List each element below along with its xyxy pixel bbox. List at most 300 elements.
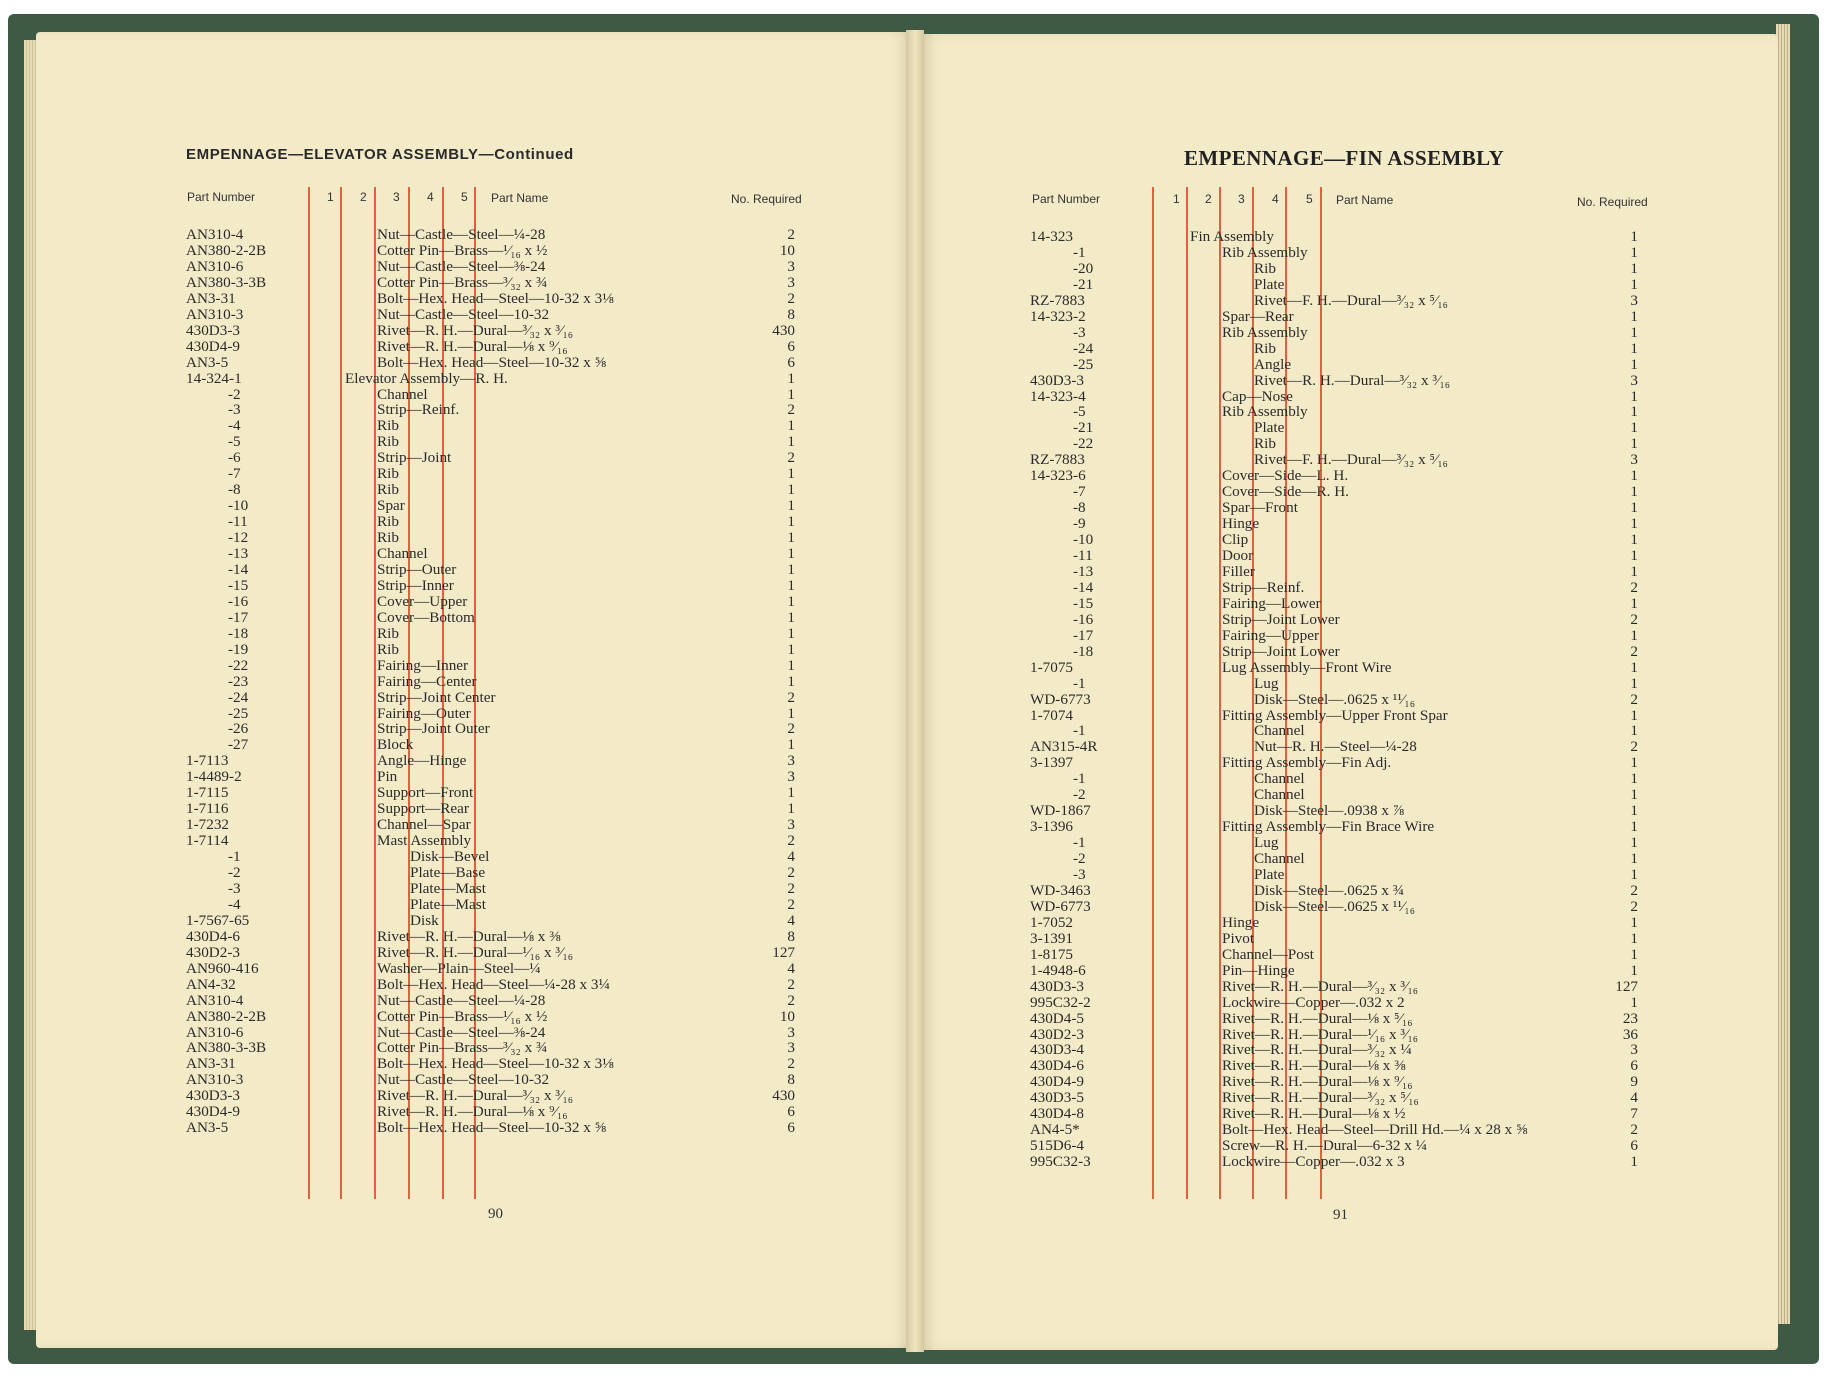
part-name: Cotter Pin—Brass—¹⁄₁₆ x ½ (377, 241, 548, 259)
left-col-part-number: Part Number (187, 190, 256, 204)
part-number: AN3-31 (186, 1055, 236, 1073)
part-name: Plate (1254, 419, 1285, 437)
quantity-required: 1 (1630, 515, 1638, 533)
quantity-required: 1 (1630, 786, 1638, 804)
right-rule-2 (1186, 187, 1188, 1199)
part-number: -17 (1073, 626, 1094, 644)
quantity-required: 127 (1615, 977, 1638, 995)
part-name: Bolt—Hex. Head—Steel—Drill Hd.—¼ x 28 x ⅝ (1222, 1121, 1528, 1139)
quantity-required: 1 (787, 704, 795, 722)
part-number: WD-3463 (1030, 881, 1091, 899)
quantity-required: 3 (787, 257, 795, 275)
quantity-required: 2 (1630, 1121, 1638, 1139)
part-number: -6 (228, 449, 241, 467)
quantity-required: 430 (772, 321, 795, 339)
quantity-required: 3 (787, 273, 795, 291)
part-number: 3-1391 (1030, 929, 1074, 947)
right-col-required: No. Required (1577, 195, 1648, 209)
part-name: Plate (1254, 866, 1285, 883)
part-name: Rib (377, 481, 399, 499)
part-number: 430D4-8 (1030, 1105, 1084, 1123)
left-col-level-4: 4 (427, 190, 434, 204)
quantity-required: 1 (1630, 355, 1638, 373)
part-name: Rivet—R. H.—Dural—⅛ x ⁹⁄₁₆ (1222, 1073, 1413, 1091)
part-name: Rib (1254, 259, 1276, 277)
quantity-required: 1 (787, 608, 795, 626)
part-name: Bolt—Hex. Head—Steel—10-32 x ⅝ (377, 353, 607, 371)
quantity-required: 1 (1630, 307, 1638, 325)
left-rule-1 (308, 187, 310, 1199)
right-col-part-number: Part Number (1032, 192, 1101, 206)
part-name: Rivet—R. H.—Dural—³⁄₃₂ x ³⁄₁₆ (377, 1087, 574, 1105)
part-name: Filler (1222, 562, 1255, 580)
part-name: Hinge (1222, 913, 1260, 931)
part-number: AN4-32 (186, 975, 236, 993)
right-col-level-3: 3 (1238, 192, 1245, 206)
part-number: AN310-4 (186, 226, 244, 243)
part-name: Channel (377, 385, 428, 403)
part-name: Rib (377, 624, 399, 642)
right-rule-1 (1152, 187, 1154, 1199)
part-name: Plate (1254, 275, 1285, 293)
quantity-required: 2 (787, 991, 795, 1009)
quantity-required: 1 (1630, 834, 1638, 852)
part-number: -24 (1073, 339, 1094, 357)
part-name: Plate—Mast (410, 895, 486, 913)
quantity-required: 1 (1630, 1153, 1638, 1171)
right-col-level-4: 4 (1272, 192, 1279, 206)
part-name: Rib (377, 433, 399, 451)
part-name: Rivet—R. H.—Dural—³⁄₃₂ x ¼ (1222, 1041, 1412, 1059)
left-col-level-3: 3 (393, 190, 400, 204)
part-number: -19 (228, 640, 249, 658)
part-name: Lockwire—Copper—.032 x 3 (1222, 1153, 1405, 1171)
quantity-required: 2 (1630, 738, 1638, 756)
right-page-title: EMPENNAGE—FIN ASSEMBLY (1184, 146, 1505, 170)
quantity-required: 7 (1630, 1105, 1638, 1123)
part-name: Door (1222, 547, 1254, 564)
part-name: Rib (377, 417, 399, 435)
quantity-required: 4 (787, 848, 795, 866)
part-number: AN315-4R (1030, 738, 1098, 756)
part-name: Rivet—F. H.—Dural—³⁄₃₂ x ⁵⁄₁₆ (1254, 291, 1448, 309)
part-number: 1-4948-6 (1030, 961, 1086, 979)
book-gutter (906, 30, 924, 1352)
part-name: Block (377, 736, 414, 754)
quantity-required: 2 (787, 895, 795, 913)
quantity-required: 1 (787, 592, 795, 610)
part-number: 1-7074 (1030, 706, 1074, 724)
quantity-required: 2 (787, 864, 795, 881)
part-number: AN310-6 (186, 1023, 244, 1041)
right-rule-3 (1219, 187, 1221, 1199)
part-number: -4 (228, 417, 241, 435)
part-name: Clip (1222, 531, 1249, 549)
part-name: Fin Assembly (1190, 228, 1274, 245)
part-number: 1-7115 (186, 784, 229, 802)
part-number: -16 (228, 592, 249, 610)
quantity-required: 1 (787, 417, 795, 435)
part-name: Spar—Front (1222, 499, 1298, 517)
part-name: Cover—Upper (377, 592, 468, 610)
quantity-required: 1 (787, 529, 795, 547)
quantity-required: 4 (1630, 1089, 1638, 1107)
quantity-required: 1 (1630, 547, 1638, 564)
part-number: AN380-3-3B (186, 1039, 267, 1057)
part-number: 430D2-3 (186, 943, 240, 961)
part-number: -22 (1073, 435, 1094, 453)
part-number: -25 (1073, 355, 1094, 373)
part-number: -7 (1073, 483, 1086, 501)
part-name: Channel (1254, 786, 1305, 804)
quantity-required: 1 (787, 672, 795, 690)
part-number: -3 (228, 401, 241, 419)
part-number: -14 (1073, 578, 1094, 596)
page-edges-right (1776, 24, 1790, 1324)
part-number: 430D4-6 (1030, 1057, 1084, 1075)
quantity-required: 6 (1630, 1057, 1638, 1075)
part-number: 995C32-3 (1030, 1153, 1091, 1171)
part-name: Rivet—R. H.—Dural—¹⁄₁₆ x ³⁄₁₆ (1222, 1025, 1419, 1043)
quantity-required: 1 (1630, 323, 1638, 341)
quantity-required: 8 (787, 305, 795, 323)
part-number: 430D3-5 (1030, 1089, 1084, 1107)
part-number: -18 (228, 624, 249, 642)
part-number: -1 (1073, 770, 1086, 788)
part-name: Lug (1254, 834, 1279, 852)
left-page-number: 90 (488, 1206, 503, 1222)
part-name: Rivet—R. H.—Dural—⅛ x ⁵⁄₁₆ (1222, 1009, 1413, 1027)
part-number: -2 (1073, 850, 1086, 868)
part-name: Disk—Steel—.0625 x ¾ (1254, 881, 1405, 899)
part-name: Screw—R. H.—Dural—6-32 x ¼ (1222, 1137, 1428, 1155)
quantity-required: 1 (787, 481, 795, 499)
quantity-required: 1 (787, 385, 795, 403)
part-number: AN3-5 (186, 1119, 229, 1137)
quantity-required: 1 (787, 800, 795, 818)
part-number: AN380-3-3B (186, 273, 267, 291)
part-number: -1 (1073, 674, 1086, 692)
part-name: Cover—Bottom (377, 608, 475, 626)
quantity-required: 1 (1630, 339, 1638, 357)
part-number: -14 (228, 560, 249, 578)
quantity-required: 1 (787, 576, 795, 594)
part-name: Washer—Plain—Steel—¼ (377, 959, 541, 977)
part-number: 430D4-9 (186, 337, 240, 355)
quantity-required: 1 (1630, 594, 1638, 612)
part-name: Strip—Joint Outer (377, 720, 490, 738)
left-rule-3 (374, 187, 376, 1199)
part-name: Rivet—R. H.—Dural—³⁄₃₂ x ³⁄₁₆ (1222, 977, 1419, 995)
quantity-required: 1 (1630, 275, 1638, 293)
quantity-required: 1 (1630, 259, 1638, 277)
quantity-required: 10 (779, 1007, 795, 1025)
quantity-required: 23 (1622, 1009, 1638, 1027)
quantity-required: 1 (1630, 419, 1638, 437)
part-name: Strip—Reinf. (377, 401, 460, 419)
right-col-part-name: Part Name (1336, 193, 1394, 207)
quantity-required: 8 (787, 927, 795, 945)
quantity-required: 1 (1630, 818, 1638, 836)
part-name: Rib Assembly (1222, 323, 1308, 341)
part-number: -1 (1073, 722, 1086, 740)
part-name: Nut—Castle—Steel—10-32 (377, 305, 550, 323)
part-number: RZ-7883 (1030, 291, 1085, 309)
quantity-required: 2 (787, 688, 795, 706)
quantity-required: 10 (779, 241, 795, 259)
part-number: 430D4-9 (1030, 1073, 1084, 1091)
part-number: -16 (1073, 610, 1094, 628)
part-number: 1-7075 (1030, 658, 1074, 676)
part-name: Disk—Steel—.0938 x ⅞ (1254, 802, 1405, 820)
part-number: -5 (1073, 403, 1086, 421)
quantity-required: 3 (1630, 451, 1638, 469)
part-number: 430D2-3 (1030, 1025, 1084, 1043)
quantity-required: 1 (1630, 531, 1638, 549)
part-number: -7 (228, 465, 241, 483)
quantity-required: 1 (1630, 993, 1638, 1011)
left-rule-2 (340, 187, 342, 1199)
table-row (0, 1153, 1638, 1171)
part-name: Cover—Side—L. H. (1222, 467, 1349, 485)
quantity-required: 8 (787, 1071, 795, 1089)
part-name: Bolt—Hex. Head—Steel—10-32 x ⅝ (377, 1119, 607, 1137)
part-name: Rivet—R. H.—Dural—⅛ x ⅜ (1222, 1057, 1406, 1075)
part-number: -3 (1073, 866, 1086, 883)
part-name: Lug Assembly—Front Wire (1222, 658, 1392, 676)
part-number: -8 (228, 481, 241, 499)
part-name: Nut—R. H.—Steel—¼-28 (1254, 738, 1417, 756)
part-name: Rivet—R. H.—Dural—⅛ x ½ (1222, 1105, 1406, 1123)
part-number: -1 (228, 848, 241, 866)
part-name: Lockwire—Copper—.032 x 2 (1222, 993, 1405, 1011)
part-number: -25 (228, 704, 249, 722)
quantity-required: 6 (787, 353, 795, 371)
quantity-required: 1 (787, 656, 795, 674)
part-name: Rib (377, 529, 399, 547)
quantity-required: 430 (772, 1087, 795, 1105)
part-number: WD-6773 (1030, 690, 1091, 708)
part-name: Rivet—R. H.—Dural—⅛ x ⅜ (377, 927, 561, 945)
part-number: -13 (228, 545, 249, 562)
part-name: Angle—Hinge (377, 752, 467, 770)
part-number: 1-7567-65 (186, 911, 250, 929)
part-number: -10 (1073, 531, 1094, 549)
part-name: Rib (377, 640, 399, 658)
part-number: 3-1397 (1030, 754, 1074, 772)
part-name: Bolt—Hex. Head—Steel—10-32 x 3⅛ (377, 289, 614, 307)
quantity-required: 4 (787, 959, 795, 977)
quantity-required: 1 (787, 624, 795, 642)
quantity-required: 1 (787, 640, 795, 658)
quantity-required: 1 (1630, 403, 1638, 421)
quantity-required: 1 (1630, 499, 1638, 517)
part-name: Rib Assembly (1222, 403, 1308, 421)
part-name: Mast Assembly (377, 832, 472, 850)
left-col-level-1: 1 (327, 190, 334, 204)
part-name: Elevator Assembly—R. H. (345, 369, 508, 387)
part-name: Angle (1254, 355, 1292, 373)
part-number: 1-7116 (186, 800, 229, 818)
part-number: 1-8175 (1030, 945, 1074, 963)
quantity-required: 1 (1630, 961, 1638, 979)
quantity-required: 2 (787, 720, 795, 738)
quantity-required: 6 (787, 1119, 795, 1137)
quantity-required: 2 (1630, 690, 1638, 708)
part-name: Rib (1254, 339, 1276, 357)
part-number: -11 (228, 513, 248, 531)
part-name: Fairing—Lower (1222, 594, 1321, 612)
part-name: Pivot (1222, 929, 1255, 947)
part-number: 430D3-3 (186, 321, 240, 339)
part-name: Support—Rear (377, 800, 469, 818)
right-col-level-1: 1 (1173, 192, 1180, 206)
part-name: Fairing—Upper (1222, 626, 1320, 644)
quantity-required: 1 (1630, 913, 1638, 931)
quantity-required: 1 (1630, 467, 1638, 485)
left-col-required: No. Required (731, 192, 802, 206)
part-number: 430D3-3 (1030, 977, 1084, 995)
part-number: -20 (1073, 259, 1094, 277)
part-name: Channel (1254, 770, 1305, 788)
part-number: 3-1396 (1030, 818, 1074, 836)
quantity-required: 2 (787, 879, 795, 897)
quantity-required: 1 (787, 736, 795, 754)
part-name: Cotter Pin—Brass—¹⁄₁₆ x ½ (377, 1007, 548, 1025)
part-number: WD-1867 (1030, 802, 1091, 820)
quantity-required: 1 (787, 560, 795, 578)
quantity-required: 1 (1630, 866, 1638, 883)
part-name: Spar (377, 497, 405, 515)
quantity-required: 2 (1630, 642, 1638, 660)
part-number: 14-324-1 (186, 369, 242, 387)
quantity-required: 3 (787, 752, 795, 770)
part-name: Rib (377, 465, 399, 483)
part-number: -11 (1073, 547, 1093, 564)
quantity-required: 1 (1630, 228, 1638, 245)
part-number: 14-323-6 (1030, 467, 1086, 485)
part-name: Lug (1254, 674, 1279, 692)
part-number: -23 (228, 672, 249, 690)
part-number: -3 (1073, 323, 1086, 341)
quantity-required: 3 (787, 768, 795, 786)
part-name: Strip—Joint Center (377, 688, 496, 706)
left-col-level-5: 5 (461, 190, 468, 204)
part-name: Fairing—Outer (377, 704, 471, 722)
part-name: Cap—Nose (1222, 387, 1293, 405)
quantity-required: 2 (1630, 578, 1638, 596)
part-name: Pin (377, 768, 398, 786)
quantity-required: 1 (1630, 674, 1638, 692)
quantity-required: 3 (787, 1039, 795, 1057)
quantity-required: 3 (1630, 291, 1638, 309)
part-name: Strip—Joint Lower (1222, 610, 1340, 628)
part-number: -5 (228, 433, 241, 451)
quantity-required: 1 (1630, 483, 1638, 501)
part-name: Disk—Steel—.0625 x ¹¹⁄₁₆ (1254, 690, 1416, 708)
part-number: -3 (228, 879, 241, 897)
right-col-level-2: 2 (1205, 192, 1212, 206)
part-number: 14-323 (1030, 228, 1074, 245)
part-number: -24 (228, 688, 249, 706)
quantity-required: 6 (787, 337, 795, 355)
part-name: Fitting Assembly—Fin Adj. (1222, 754, 1392, 772)
part-number: AN380-2-2B (186, 1007, 267, 1025)
part-number: RZ-7883 (1030, 451, 1085, 469)
quantity-required: 1 (1630, 387, 1638, 405)
part-number: 1-7114 (186, 832, 229, 850)
quantity-required: 3 (787, 1023, 795, 1041)
part-number: 430D3-4 (1030, 1041, 1084, 1059)
part-number: -21 (1073, 275, 1094, 293)
part-name: Rivet—R. H.—Dural—³⁄₃₂ x ³⁄₁₆ (1254, 371, 1451, 389)
part-number: -1 (1073, 834, 1086, 852)
quantity-required: 36 (1622, 1025, 1638, 1043)
part-number: 995C32-2 (1030, 993, 1091, 1011)
quantity-required: 3 (1630, 1041, 1638, 1059)
quantity-required: 1 (787, 513, 795, 531)
part-name: Rivet—R. H.—Dural—³⁄₃₂ x ³⁄₁₆ (377, 321, 574, 339)
part-name: Strip—Inner (377, 576, 454, 594)
quantity-required: 6 (787, 1103, 795, 1121)
part-number: -17 (228, 608, 249, 626)
part-name: Nut—Castle—Steel—⅜-24 (377, 1023, 546, 1041)
part-number: -10 (228, 497, 249, 515)
part-number: AN3-5 (186, 353, 229, 371)
left-col-part-name: Part Name (491, 191, 549, 205)
right-page-number: 91 (1333, 1207, 1348, 1223)
part-name: Rib Assembly (1222, 243, 1308, 261)
part-name: Nut—Castle—Steel—¼-28 (377, 991, 546, 1009)
quantity-required: 1 (1630, 626, 1638, 644)
quantity-required: 1 (787, 369, 795, 387)
part-number: -12 (228, 529, 249, 547)
part-name: Disk (410, 911, 439, 929)
quantity-required: 3 (787, 816, 795, 834)
part-number: -18 (1073, 642, 1094, 660)
quantity-required: 1 (1630, 435, 1638, 453)
quantity-required: 1 (787, 497, 795, 515)
part-number: -27 (228, 736, 249, 754)
quantity-required: 1 (1630, 929, 1638, 947)
part-number: -15 (228, 576, 249, 594)
part-number: 430D4-9 (186, 1103, 240, 1121)
quantity-required: 2 (787, 401, 795, 419)
left-page-title: EMPENNAGE—ELEVATOR ASSEMBLY—Continued (186, 146, 574, 163)
quantity-required: 1 (1630, 658, 1638, 676)
part-name: Cover—Side—R. H. (1222, 483, 1349, 501)
part-number: 430D4-6 (186, 927, 240, 945)
part-name: Nut—Castle—Steel—10-32 (377, 1071, 550, 1089)
part-number: AN4-5* (1030, 1121, 1080, 1139)
part-name: Nut—Castle—Steel—⅜-24 (377, 257, 546, 275)
part-name: Rivet—R. H.—Dural—¹⁄₁₆ x ³⁄₁₆ (377, 943, 574, 961)
part-name: Rivet—R. H.—Dural—⅛ x ⁹⁄₁₆ (377, 1103, 568, 1121)
quantity-required: 1 (787, 465, 795, 483)
quantity-required: 1 (1630, 722, 1638, 740)
part-number: AN960-416 (186, 959, 259, 977)
part-number: AN310-3 (186, 305, 244, 323)
part-name: Strip—Joint Lower (1222, 642, 1340, 660)
right-col-level-5: 5 (1306, 192, 1313, 206)
part-number: 1-4489-2 (186, 768, 242, 786)
quantity-required: 6 (1630, 1137, 1638, 1155)
part-name: Cotter Pin—Brass—³⁄₃₂ x ¾ (377, 1039, 548, 1057)
quantity-required: 1 (787, 545, 795, 562)
table-row (0, 435, 1638, 453)
part-number: 14-323-4 (1030, 387, 1086, 405)
part-number: -1 (1073, 243, 1086, 261)
